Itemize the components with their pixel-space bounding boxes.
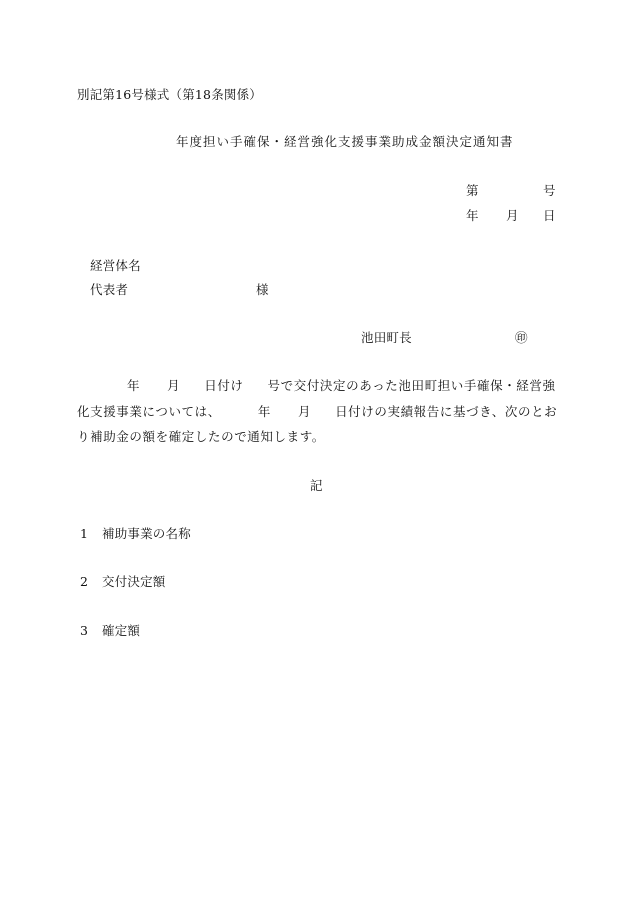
ki-heading: 記 (310, 478, 323, 493)
list-item-number: 3 (80, 623, 89, 638)
date-day-label: 日 (543, 208, 556, 223)
body-line1-nen: 年 (127, 378, 141, 393)
body-line-3: り補助金の額を確定したので通知します。 (77, 429, 325, 444)
date-year-label: 年 (466, 208, 479, 223)
document-number-dai: 第 (466, 183, 479, 198)
list-item-number: 2 (80, 574, 89, 589)
representative-label: 代表者 (90, 282, 129, 297)
date-month-label: 月 (506, 208, 519, 223)
form-label: 別記第16号様式（第18条関係） (77, 87, 263, 102)
entity-name-label: 経営体名 (90, 258, 141, 273)
list-item-label: 確定額 (102, 623, 141, 638)
seal-mark: ㊞ (515, 330, 528, 345)
body-line1-gatsu: 月 (167, 378, 181, 393)
list-item (80, 623, 140, 639)
body-line2-start: 化支援事業については、 (77, 404, 221, 419)
body-line2-gatsu: 月 (297, 404, 312, 419)
honorific-sama: 様 (256, 282, 269, 297)
list-item-number: 1 (80, 526, 89, 541)
body-line-2 (77, 404, 557, 420)
body-line1-hizuke: 日付け (204, 378, 244, 393)
document-number-go: 号 (543, 183, 556, 198)
issuer-title: 池田町長 (361, 330, 412, 345)
document-title: 年度担い手確保・経営強化支援事業助成金額決定通知書 (176, 134, 514, 149)
list-item-label: 交付決定額 (102, 574, 166, 589)
body-line2-rest: 日付けの実績報告に基づき、次のとお (335, 404, 558, 419)
body-line2-nen: 年 (257, 404, 271, 419)
body-line-1 (77, 378, 556, 394)
list-item-label: 補助事業の名称 (102, 526, 191, 541)
list-item (80, 574, 166, 590)
body-line1-rest: 号で交付決定のあった池田町担い手確保・経営強 (267, 378, 556, 393)
list-item (80, 526, 191, 542)
